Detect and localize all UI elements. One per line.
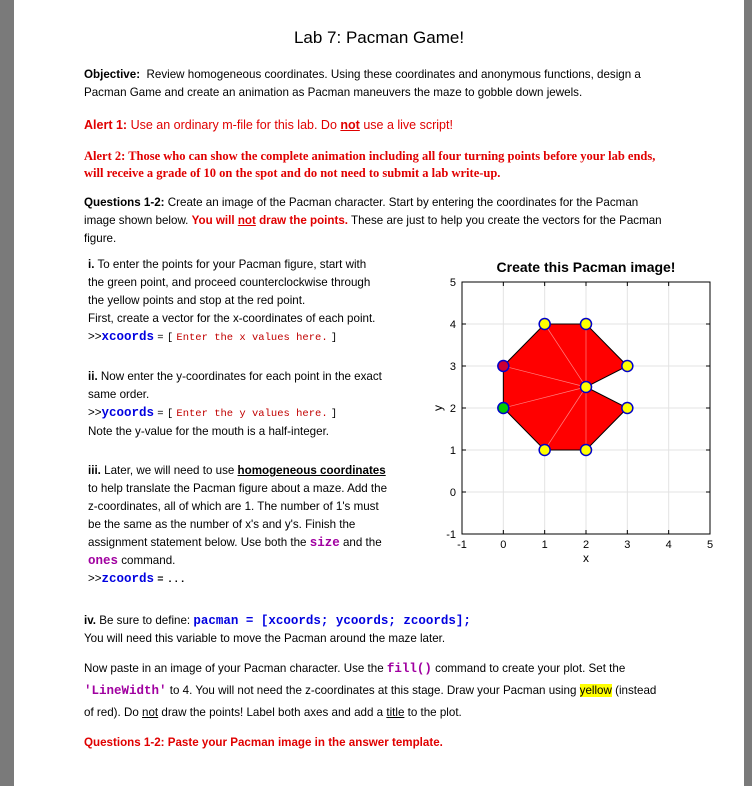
alert-2 (84, 148, 655, 182)
pacman-vertex-point (622, 403, 633, 414)
objective-label: Objective: (84, 68, 141, 81)
document-page (14, 0, 744, 786)
step-1-l4: First, create a vector for the x-coordinates of each point. (88, 312, 376, 325)
x-tick-label: 2 (582, 539, 590, 551)
step-1-l1: To enter the points for your Pacman figure, start with (97, 258, 367, 271)
x-tick-label: 0 (500, 539, 507, 551)
pacman-vertex-point (539, 319, 550, 330)
size-keyword: size (309, 536, 340, 550)
ycoords-eq: = (157, 408, 164, 420)
xcoords-hint: Enter the x values here. (176, 332, 328, 344)
y-tick-label: -1 (446, 529, 456, 541)
pacman-vertex-point (539, 445, 550, 456)
alert-1-not: not (340, 118, 360, 132)
ycoords-hint: Enter the y values here. (176, 408, 328, 420)
questions-red-not: not (237, 214, 256, 227)
ycoords-var: ycoords (101, 406, 155, 420)
step-2-note: Note the y-value for the mouth is a half-integer. (88, 425, 330, 438)
alert-2-line1: Alert 2: Those who can show the complete animation including all four turning points before your lab ends, (84, 149, 656, 163)
x-tick-label: -1 (457, 539, 467, 551)
y-tick-label: 0 (449, 487, 456, 499)
objective-paragraph (84, 66, 641, 102)
zcoords-var: zcoords (101, 572, 155, 586)
step-2-prompt: >> (88, 406, 102, 419)
x-tick-label: 4 (665, 539, 672, 551)
paste-l2-mid: to 4. You will not need the z-coordinates at this stage. Draw your Pacman using (169, 684, 577, 697)
pacman-definition-code: pacman = [xcoords; ycoords; zcoords]; (193, 614, 471, 628)
pacman-vertex-point (498, 403, 509, 414)
chart-title: Create this Pacman image! (496, 259, 676, 275)
x-tick-label: 5 (706, 539, 714, 551)
pacman-vertex-point (622, 361, 633, 372)
questions-line2-pre: image shown below. (84, 214, 189, 227)
ycoords-close: ] (330, 408, 338, 420)
paste-l2-post: (instead (615, 684, 657, 697)
y-tick-label: 1 (449, 445, 456, 457)
objective-line2: Pacman Game and create an animation as Pacman maneuvers the maze to gobble down jewels. (84, 86, 583, 99)
step-3-l2: to help translate the Pacman figure about a maze. Add the (88, 482, 388, 495)
questions-red-1: You will (191, 214, 235, 227)
paste-l3-not: not (142, 706, 159, 719)
step-3-l5-pre: assignment statement below. Use both the (88, 536, 307, 549)
zcoords-dots: ... (166, 574, 186, 586)
questions-line3: figure. (84, 232, 117, 245)
paste-l1-pre: Now paste in an image of your Pacman character. Use the (84, 662, 384, 675)
questions-line1: Create an image of the Pacman character. Start by entering the coordinates for the Pacman (167, 196, 639, 209)
step-2 (88, 368, 448, 441)
step-1-prompt: >> (88, 330, 102, 343)
step-4-l1-pre: Be sure to define: (99, 614, 191, 627)
questions-line2-post: These are just to help you create the vectors for the Pacman (351, 214, 662, 227)
step-3-l4: be the same as the number of x's and y's. Finish the (88, 518, 356, 531)
x-tick-label: 3 (624, 539, 631, 551)
homogeneous-coords-link: homogeneous coordinates (237, 464, 386, 477)
step-2-label: ii. (88, 370, 98, 383)
final-instruction: Questions 1-2: Paste your Pacman image in the answer template. (84, 736, 443, 749)
yellow-highlight: yellow (579, 684, 612, 697)
paste-instructions (84, 658, 724, 724)
y-tick-label: 4 (449, 319, 456, 331)
alert-2-line2: will receive a grade of 10 on the spot and do not need to submit a lab write-up. (84, 166, 501, 180)
objective-line1: Review homogeneous coordinates. Using these coordinates and anonymous functions, design a (146, 68, 641, 81)
fill-keyword: fill() (386, 662, 432, 676)
xcoords-var: xcoords (101, 330, 155, 344)
y-tick-label: 3 (449, 361, 456, 373)
paste-l1-post: command to create your plot. Set the (435, 662, 626, 675)
pacman-vertex-point (581, 445, 592, 456)
step-3 (88, 462, 448, 589)
step-3-label: iii. (88, 464, 101, 477)
step-4 (84, 612, 471, 648)
pacman-vertex-point (581, 382, 592, 393)
step-1-label: i. (88, 258, 95, 271)
paste-l3-pre: of red). Do (84, 706, 139, 719)
y-tick-label: 5 (449, 277, 456, 289)
y-tick-label: 2 (449, 403, 456, 415)
alert-1-post: use a live script! (363, 118, 453, 132)
paste-l3-mid: draw the points! Label both axes and add a (161, 706, 384, 719)
xcoords-open: [ (166, 332, 174, 344)
alert-1-label: Alert 1: (84, 118, 128, 132)
questions-label: Questions 1-2: (84, 196, 165, 209)
step-3-l5-mid: and the (342, 536, 382, 549)
pacman-vertex-point (498, 361, 509, 372)
paste-l3-post: to the plot. (407, 706, 462, 719)
zcoords-eq: = (157, 574, 164, 586)
questions-red-2: draw the points. (259, 214, 348, 227)
step-3-l3: z-coordinates, all of which are 1. The number of 1's must (88, 500, 379, 513)
linewidth-keyword: 'LineWidth' (84, 684, 167, 698)
step-1-l2: the green point, and proceed counterclockwise through (88, 276, 371, 289)
step-2-l1: Now enter the y-coordinates for each point in the exact (100, 370, 382, 383)
paste-l3-title: title (386, 706, 405, 719)
step-3-l1-pre: Later, we will need to use (104, 464, 235, 477)
questions-intro (84, 194, 662, 248)
step-4-label: iv. (84, 614, 97, 627)
xcoords-eq: = (157, 332, 164, 344)
y-axis-label: y (431, 405, 445, 411)
ycoords-open: [ (166, 408, 174, 420)
x-tick-label: 1 (541, 539, 548, 551)
step-1 (88, 256, 448, 347)
xcoords-close: ] (330, 332, 338, 344)
ones-keyword: ones (88, 554, 119, 568)
step-1-l3: the yellow points and stop at the red point. (88, 294, 306, 307)
page-title: Lab 7: Pacman Game! (293, 28, 465, 47)
pacman-vertex-point (581, 319, 592, 330)
x-axis-label: x (583, 551, 589, 565)
alert-1 (84, 116, 453, 134)
alert-1-text: Use an ordinary m-file for this lab. Do (130, 118, 337, 132)
pacman-chart (426, 250, 726, 580)
step-3-l6-post: command. (121, 554, 176, 567)
step-3-prompt: >> (88, 572, 102, 585)
step-2-l2: same order. (88, 388, 150, 401)
step-4-l2: You will need this variable to move the Pacman around the maze later. (84, 632, 446, 645)
